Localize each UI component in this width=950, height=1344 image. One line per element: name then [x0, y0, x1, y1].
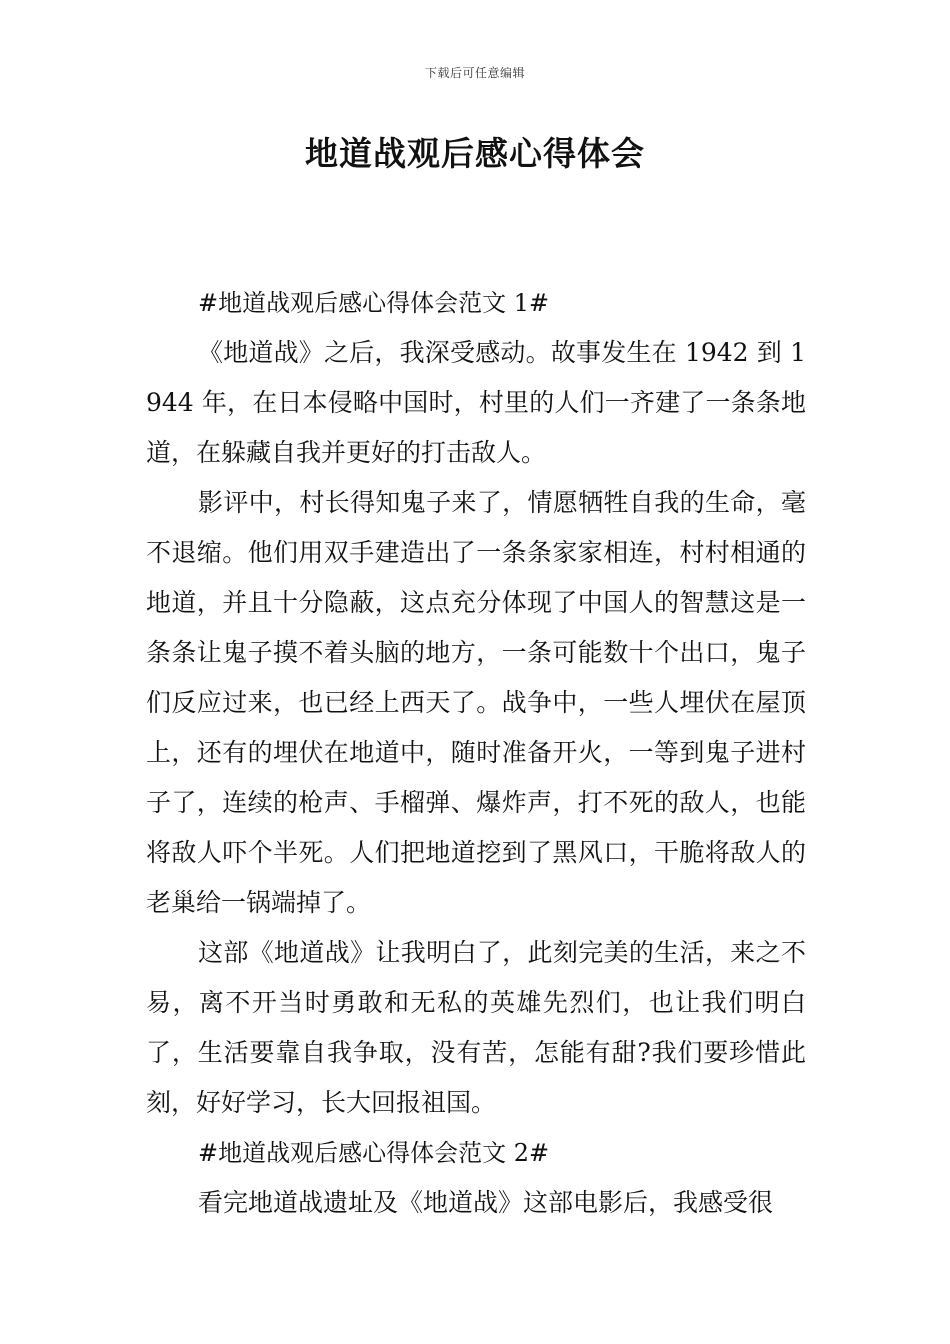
section-heading-2: #地道战观后感心得体会范文 2# [198, 1139, 550, 1167]
paragraph: 《地道战》之后，我深受感动。故事发生在 1942 到 1944 年，在日本侵略中国时，村里的人们一齐建了一条条地道，在躲藏自我并更好的打击敌人。 [146, 338, 806, 467]
header-note: 下载后可任意编辑 [424, 66, 525, 80]
paragraph: 这部《地道战》让我明白了，此刻完美的生活，来之不易，离不开当时勇敢和无私的英雄先烈们，也让我们明白了，生活要靠自我争取，没有苦，怎能有甜?我们要珍惜此刻，好好学习，长大回报祖国。 [146, 938, 806, 1117]
paragraph: 看完地道战遗址及《地道战》这部电影后，我感受很 [198, 1188, 774, 1217]
section-heading-1: #地道战观后感心得体会范文 1# [198, 289, 550, 317]
document-title: 地道战观后感心得体会 [305, 134, 645, 173]
paragraph: 影评中，村长得知鬼子来了，情愿牺牲自我的生命，毫不退缩。他们用双手建造出了一条条家家相连，村村相通的地道，并且十分隐蔽，这点充分体现了中国人的智慧这是一条条让鬼子摸不着头脑的地方，一条可能数十个出口，鬼子们反应过来，也已经上西天了。战争中，一些人埋伏在屋顶上，还有的埋伏在地道中，随时准备开火，一等到鬼子进村子了，连续的枪声、手榴弹、爆炸声，打不死的敌人，也能将敌人吓个半死。人们把地道挖到了黑风口，干脆将敌人的老巢给一锅端掉了。 [146, 488, 806, 917]
document-body [146, 278, 806, 1228]
